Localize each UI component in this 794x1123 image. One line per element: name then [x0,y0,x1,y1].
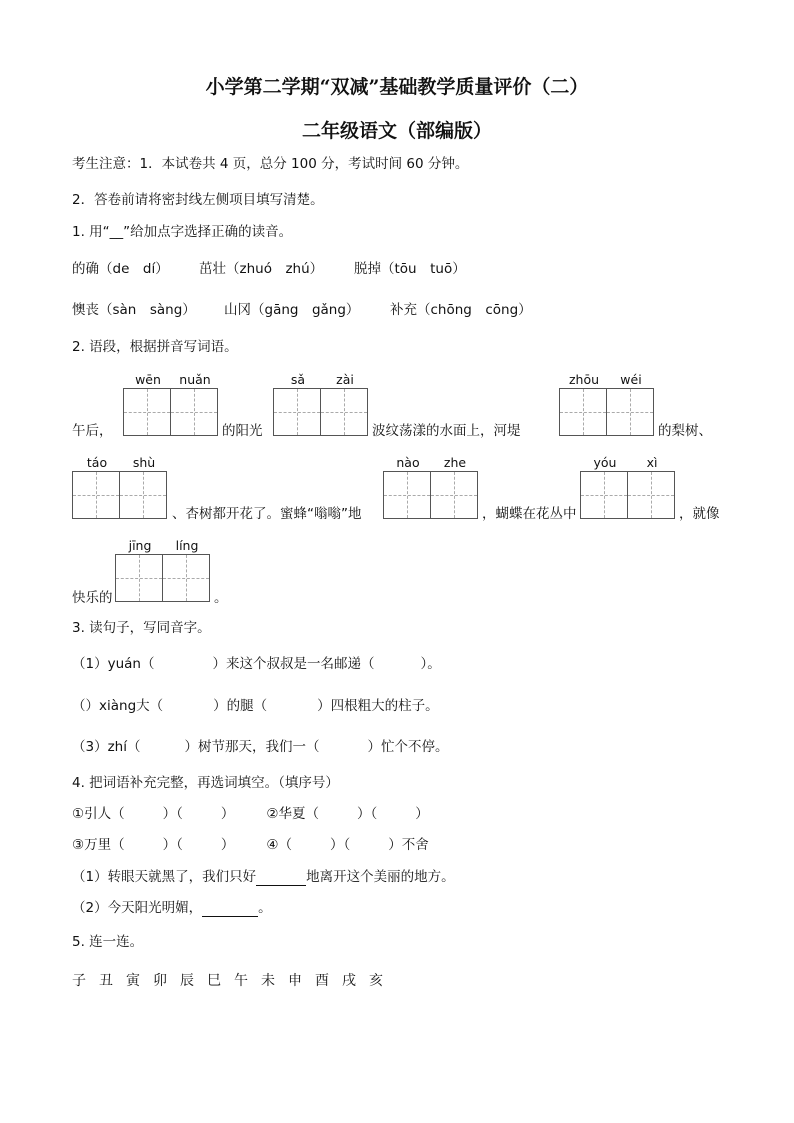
pinyin-label: yóu [593,455,617,470]
writing-grid[interactable] [580,455,674,519]
writing-grid[interactable] [115,538,209,602]
q3-line: （3）zhí（ ）树节那天，我们一（ ）忙个不停。 [72,739,449,755]
branch-char[interactable]: 午 [234,973,248,989]
note-2: 2．答卷前请将密封线左侧项目填写清楚。 [72,192,324,208]
q2-text: 午后， [72,423,113,439]
writing-cell[interactable] [627,455,675,519]
writing-cell[interactable] [383,455,431,519]
q2-text: 波纹荡漾的水面上，河堤 [372,423,521,439]
answer-underline[interactable] [256,871,306,886]
branch-char[interactable]: 未 [261,973,275,989]
page-subtitle: 二年级语文（部编版） [301,120,492,142]
q2-text: 的阳光 [222,423,263,439]
branch-char[interactable]: 卯 [153,973,167,989]
writing-cell[interactable] [430,455,478,519]
note-1: 考生注意：1．本试卷共 4 页，总分 100 分，考试时间 60 分钟。 [72,156,469,172]
writing-cell[interactable] [162,538,210,602]
writing-grid[interactable] [72,455,166,519]
writing-cell[interactable] [123,372,171,436]
branch-char[interactable]: 戌 [342,973,356,989]
writing-cell[interactable] [606,372,654,436]
writing-grid[interactable] [123,372,217,436]
q2-text: 、杏树都开花了。蜜蜂“嗡嗡”地 [172,506,362,522]
q2-text: ，蝴蝶在花丛中 [482,506,577,522]
branch-char[interactable]: 丑 [99,973,113,989]
q2-text: 的梨树、 [658,423,712,439]
q1-prompt: 1. 用“__”给加点字选择正确的读音。 [72,224,293,240]
q3-line: （）xiàng大（ ）的腿（ ）四根粗大的柱子。 [72,698,439,714]
q1-item: 补充（chōng cōng） [390,302,532,318]
writing-cell[interactable] [580,455,628,519]
pinyin-label: zhe [443,455,467,470]
writing-cell[interactable] [119,455,167,519]
writing-cell[interactable] [559,372,607,436]
pinyin-label: zài [336,372,354,387]
pinyin-label: jīng [128,538,152,553]
q4-row: ①引人（ ）（ ） ②华夏（ ）（ ） [72,806,429,822]
pinyin-label: sǎ [290,372,306,387]
pinyin-label: wēn [135,372,161,387]
branch-char[interactable]: 辰 [180,973,194,989]
answer-underline[interactable] [202,902,258,917]
branch-char[interactable]: 巳 [207,973,221,989]
writing-cell[interactable] [273,372,321,436]
pinyin-label: zhōu [568,372,600,387]
q2-text: 快乐的 [72,590,113,606]
branch-char[interactable]: 申 [288,973,302,989]
pinyin-label: xì [646,455,658,470]
page-title: 小学第二学期“双减”基础教学质量评价（二） [205,76,589,98]
q1-item: 山冈（gāng gǎng） [224,302,360,318]
writing-cell[interactable] [72,455,120,519]
q1-item: 的确（de dí） [72,261,169,277]
q4-sentence: （1）转眼天就黑了，我们只好 地离开这个美丽的地方。 [72,869,455,885]
q4-sentence: （2）今天阳光明媚， 。 [72,900,272,916]
pinyin-label: táo [86,455,108,470]
pinyin-label: nào [396,455,420,470]
q5-prompt: 5. 连一连。 [72,934,144,950]
branch-char[interactable]: 子 [72,973,86,989]
q1-item: 茁壮（zhuó zhú） [199,261,324,277]
branch-char[interactable]: 亥 [369,973,383,989]
q4-prompt: 4. 把词语补充完整，再选词填空。（填序号） [72,775,339,791]
writing-grid[interactable] [383,455,477,519]
writing-cell[interactable] [170,372,218,436]
earthly-branches-row [72,974,396,988]
writing-grid[interactable] [273,372,367,436]
pinyin-label: nuǎn [179,372,211,387]
branch-char[interactable]: 酉 [315,973,329,989]
pinyin-label: wéi [620,372,642,387]
branch-char[interactable]: 寅 [126,973,140,989]
q2-prompt: 2. 语段，根据拼音写词语。 [72,339,238,355]
q2-text: ，就像 [679,506,720,522]
writing-grid[interactable] [559,372,653,436]
q1-item: 脱掉（tōu tuō） [354,261,466,277]
q3-prompt: 3. 读句子，写同音字。 [72,620,211,636]
q3-line: （1）yuán（ ）来这个叔叔是一名邮递（ ）。 [72,656,441,672]
pinyin-label: líng [175,538,199,553]
pinyin-label: shù [132,455,156,470]
writing-cell[interactable] [320,372,368,436]
q1-item: 懊丧（sàn sàng） [72,302,196,318]
writing-cell[interactable] [115,538,163,602]
q4-row: ③万里（ ）（ ） ④（ ）（ ）不舍 [72,837,429,853]
q2-text: 。 [214,590,228,606]
